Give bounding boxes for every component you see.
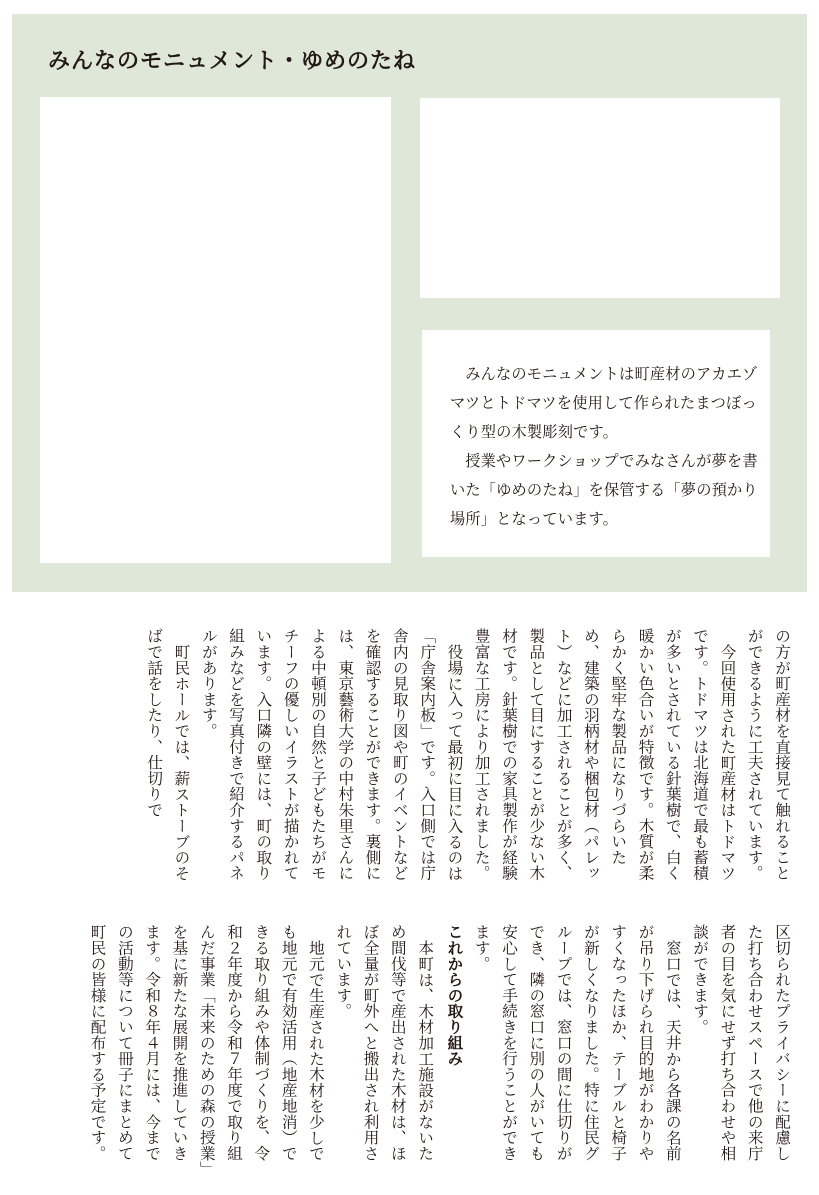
caption-box (422, 330, 770, 557)
body-paragraph: 本町は、木材加工施設がないため間伐等で産出された木材は、ほぼ全量が町外へと搬出され利用されています。 (334, 924, 435, 1161)
caption-paragraph: みんなのモニュメントは町産材のアカエゾマツとトドマツを使用して作られたまつぼっくり型の木製彫刻です。 (450, 365, 758, 441)
body-paragraph: 窓口では、天井から各課の名前が吊り下げられ目的地がわかりやすくなったほか、テーブルと椅子が新しくなりました。特に住民グループでは、窓口の間に仕切りができ、隣の窓口に別の人がいても安心して手続きを行うことができます。 (472, 924, 682, 1161)
body-paragraph: の方が町産材を直接見て触れることができるように工夫されています。 (745, 628, 791, 881)
page-title: みんなのモニュメント・ゆめのたね (48, 49, 417, 74)
article-body-bottom (83, 924, 795, 1174)
body-paragraph: 今回使用された町産材はトドマツです。トドマツは北海道で最も蓄積が多いとされている針葉樹で、白く暖かい色合いが特徴です。木質が柔らかく堅牢な製品になりづらいため、建築の羽柄材や梱包材（パレット）などに加工されることが多く、製品として目にすることが少ない木材です。針葉樹での家具製作が経験豊富な工房により加工されました。 (472, 628, 737, 881)
feature-panel (12, 14, 807, 592)
body-paragraph: 地元で生産された木材を少しでも地元で有効活用（地産地消）できる取り組みや体制づくりを、令和２年度から令和７年度で取り組んだ事業「未来のための森の授業」を基に新たな展開を推進していきます。令和８年４月には、今までの活動等について冊子にまとめて町民の皆様に配布する予定です。 (88, 924, 325, 1169)
body-paragraph: 役場に入って最初に目に入るのは「庁舎案内板」です。入口側では庁舎内の見取り図や町のイベントなどを確認することができます。裏側には、東京藝術大学の中村朱里さんによる中頓別の自然と子どもたちがモチーフの優しいイラストが描かれています。入口隣の壁には、町の取り組みなどを写真付きで紹介するパネルがあります。 (199, 628, 464, 881)
caption-paragraph: 授業やワークショップでみなさんが夢を書いた「ゆめのたね」を保管する「夢の預かり場所」となっています。 (450, 452, 758, 528)
monument-photo-large (40, 97, 391, 563)
monument-photo-small (420, 98, 780, 298)
body-paragraph: 町民ホールでは、薪ストーブのそばで話をしたり、仕切りで (145, 628, 191, 881)
article-body-top (140, 628, 795, 886)
section-heading: これからの取り組み (445, 924, 464, 1067)
body-paragraph: 区切られたプライバシーに配慮した打ち合わせスペースで他の来庁者の目を気にせず打ち合わせや相談ができます。 (691, 924, 791, 1161)
